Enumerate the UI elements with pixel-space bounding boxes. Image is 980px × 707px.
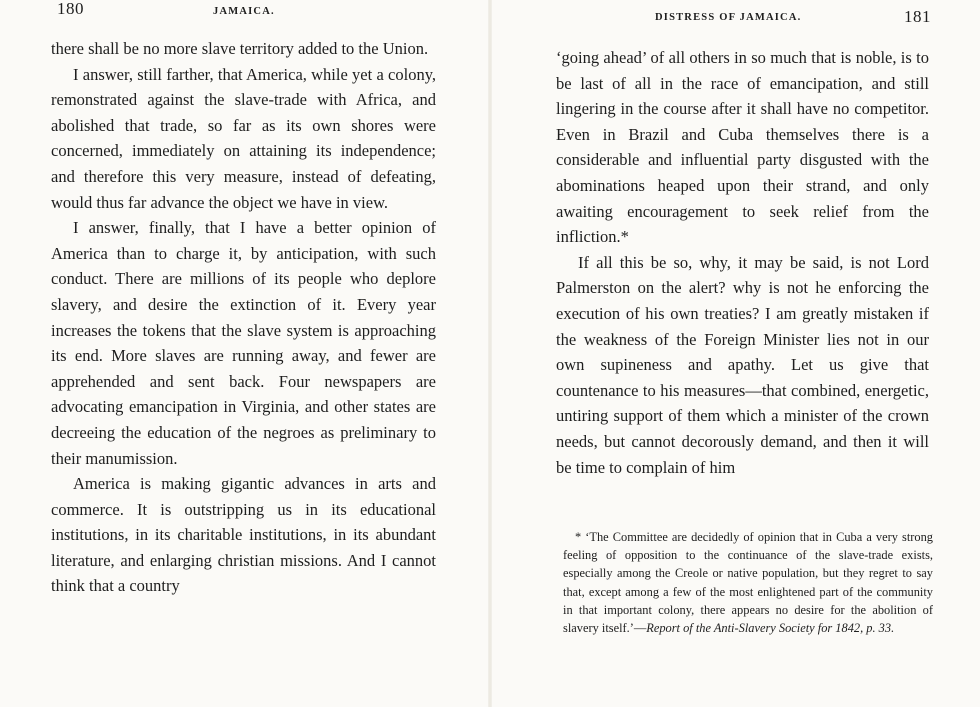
paragraph: I answer, finally, that I have a better opinion of America than to charge it, by anticipation, with such conduct. There are millions of its people who deplore slavery, and desire the extinction of it. Every year increases the tokens that the slave system is approaching its end. More slaves are running away, and fewer are apprehended and sent back. Four newspapers are advocating emancipation in Virginia, and other states are decreeing the education of the negroes as preliminary to their manumission. [51, 218, 436, 468]
footnote [563, 528, 933, 637]
right-page [490, 0, 980, 707]
paragraph: If all this be so, why, it may be said, is not Lord Palmerston on the alert? why is not he enforcing the execution of his own treaties? I am greatly mistaken if the weakness of the Foreign Minister lies not in our own supineness and apathy. Let us give that countenance to his measures—that combined, energetic, untiring support of them which a minister of the crown needs, but cannot decorously demand, and then it will be time to complain of him [556, 252, 929, 477]
left-page-number: 180 [57, 0, 84, 18]
left-running-head: JAMAICA. [213, 6, 275, 17]
right-running-head: DISTRESS OF JAMAICA. [655, 12, 802, 23]
left-page-body [51, 36, 436, 599]
paragraph: America is making gigantic advances in arts and commerce. It is outstripping us in its educational institutions, in its charitable institutions, in its abundant literature, and enlarging christian missions. And I cannot think that a country [51, 474, 436, 596]
paragraph: I answer, still farther, that America, while yet a colony, remonstrated against the slave-trade with Africa, and abolished that trade, so far as its own shores were concerned, immediately on attaining its independence; and therefore this very measure, instead of defeating, would thus far advance the object we have in view. [51, 64, 436, 212]
footnote-source: Report of the Anti-Slavery Society for 1842, p. 33. [646, 621, 895, 636]
right-page-body [556, 45, 929, 480]
paragraph: there shall be no more slave territory added to the Union. [51, 39, 429, 58]
footnote-text: * ‘The Committee are decidedly of opinion that in Cuba a very strong feeling of opposition to the continuance of the slave-trade exists, especially among the Creole or native population, but they regret to say that, except among a few of the most enlightened part of the community in that important colony, there appears no desire for the abolition of slavery itself.’— [563, 530, 933, 636]
paragraph: ‘going ahead’ of all others in so much that is noble, is to be last of all in the race of emancipation, and still lingering in the course after it shall have no competitor. Even in Brazil and Cuba themselves there is a considerable and influential party disgusted with the abominations heaped upon their strand, and only awaiting encouragement to seek relief from the infliction.* [556, 48, 929, 247]
right-page-number: 181 [904, 7, 931, 26]
